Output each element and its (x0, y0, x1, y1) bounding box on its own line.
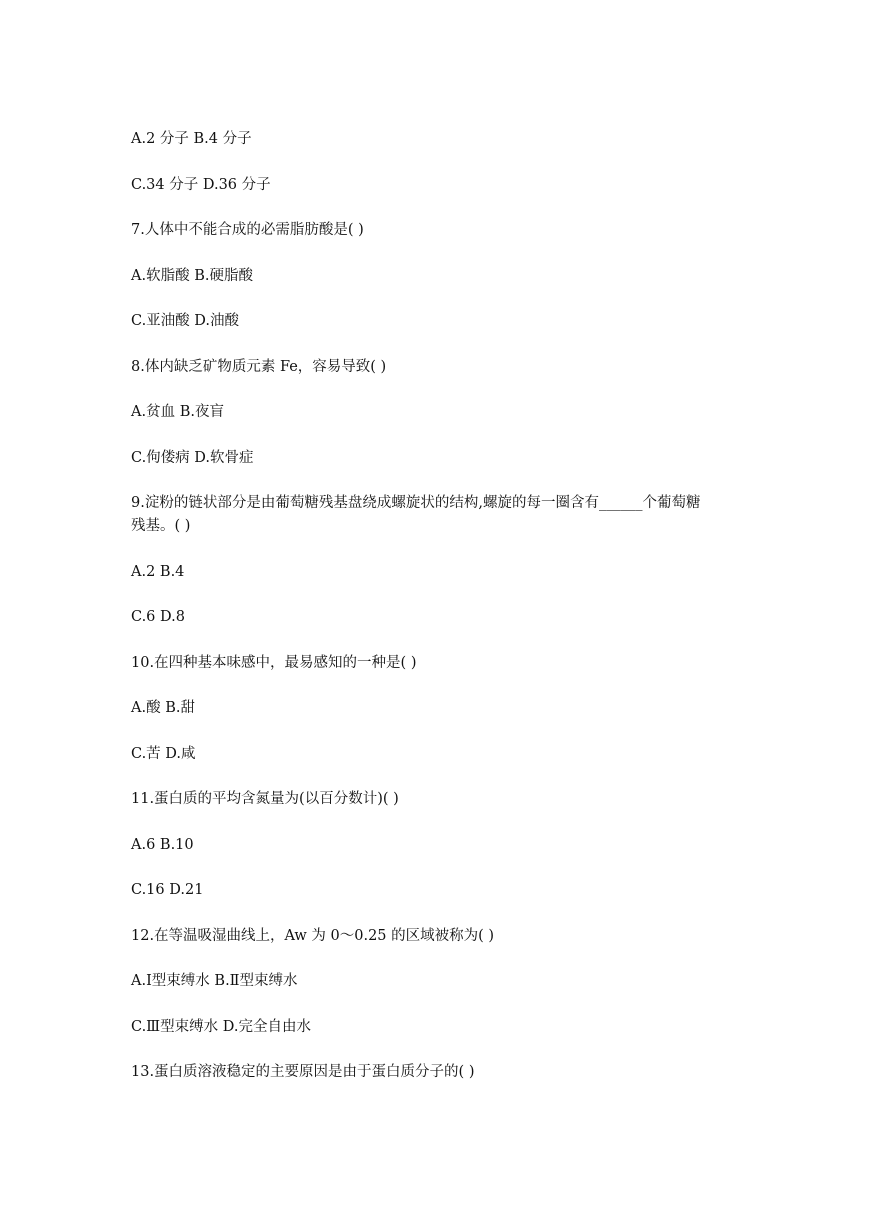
option-line: A.2 B.4 (131, 564, 185, 580)
question-13: 13.蛋白质溶液稳定的主要原因是由于蛋白质分子的( ) (131, 1064, 475, 1080)
option-line: C.34 分子 D.36 分子 (131, 177, 271, 193)
question-9: 9.淀粉的链状部分是由葡萄糖残基盘绕成螺旋状的结构,螺旋的每一圈含有______个葡萄糖 (131, 495, 701, 511)
option-line: A.贫血 B.夜盲 (131, 404, 224, 420)
option-line: A.软脂酸 B.硬脂酸 (131, 268, 253, 284)
option-line: C.苦 D.咸 (131, 746, 196, 762)
question-10: 10.在四种基本味感中，最易感知的一种是( ) (131, 655, 417, 671)
option-line: C.Ⅲ型束缚水 D.完全自由水 (131, 1019, 311, 1035)
option-line: A.6 B.10 (131, 837, 194, 853)
question-12: 12.在等温吸湿曲线上，Aw 为 0～0.25 的区域被称为( ) (131, 928, 495, 944)
question-7: 7.人体中不能合成的必需脂肪酸是( ) (131, 222, 364, 238)
question-9-continued: 残基。( ) (131, 518, 191, 534)
option-line: A.2 分子 B.4 分子 (131, 131, 252, 147)
option-line: C.佝偻病 D.软骨症 (131, 450, 254, 466)
option-line: C.16 D.21 (131, 882, 204, 898)
question-8: 8.体内缺乏矿物质元素 Fe，容易导致( ) (131, 359, 387, 375)
option-line: A.Ⅰ型束缚水 B.Ⅱ型束缚水 (131, 973, 298, 989)
question-11: 11.蛋白质的平均含氮量为(以百分数计)( ) (131, 791, 399, 807)
option-line: C.亚油酸 D.油酸 (131, 313, 240, 329)
option-line: A.酸 B.甜 (131, 700, 195, 716)
option-line: C.6 D.8 (131, 609, 185, 625)
